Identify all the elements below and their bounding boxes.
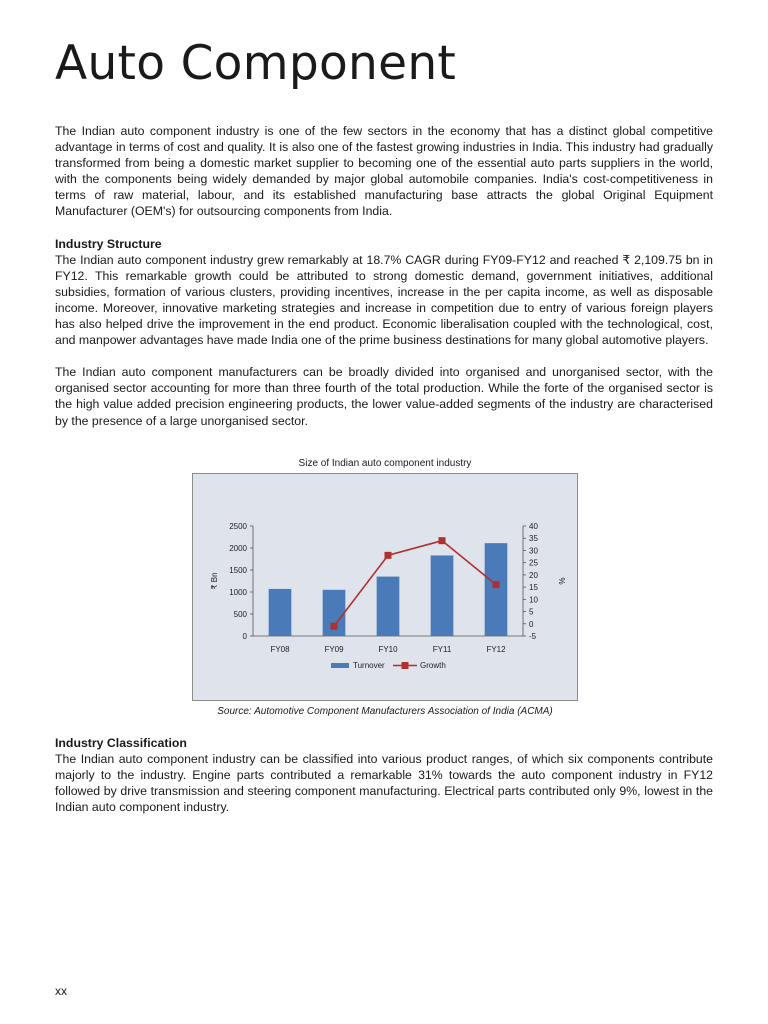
y-tick-label-right: 0 xyxy=(529,619,534,629)
bar-turnover xyxy=(485,543,508,636)
x-tick-label: FY09 xyxy=(324,645,344,654)
y-tick-label-left: 1000 xyxy=(229,588,247,597)
x-tick-label: FY08 xyxy=(270,645,290,654)
legend-label-turnover: Turnover xyxy=(353,661,385,670)
chart-source: Source: Automotive Component Manufacturers Association of India (ACMA) xyxy=(217,706,553,717)
bar-turnover xyxy=(431,555,454,636)
y-tick-label-right: -5 xyxy=(529,632,537,641)
y-tick-label-right: 25 xyxy=(529,558,538,568)
chart xyxy=(190,455,580,701)
classification-section xyxy=(55,735,713,815)
y-tick-label-left: 500 xyxy=(233,610,247,619)
x-tick-label: FY11 xyxy=(432,645,452,654)
structure-paragraph-2: The Indian auto component manufacturers can be broadly divided into organised and unorganised sector, with the organised sector accounting for more than three fourth of the total production. While the forte of the organised sector is the high value added precision engineering products, the lower value-added segments of the industry are characterised by the presence of a large unorganised sector. xyxy=(55,365,713,428)
chart-frame xyxy=(192,473,578,701)
y-tick-label-right: 15 xyxy=(529,583,538,593)
point-growth xyxy=(385,552,392,559)
structure-paragraph-1: The Indian auto component industry grew remarkably at 18.7% CAGR during FY09-FY12 and reached ₹ 2,109.75 bn in FY12. This remarkable growth could be attributed to strong domestic demand, government initiatives, additional subsidies, formation of various clusters, providing incentives, increase in the per capita income, as well as disposable income. Moreover, innovative marketing strategies and increase in competition due to entry of various foreign players has also helped drive the improvement in the end product. Economic liberalisation coupled with the technological, cost, and manpower advantages have made India one of the prime business destinations for many global automotive players. xyxy=(55,252,713,348)
x-tick-label: FY12 xyxy=(486,645,506,654)
y-tick-label-right: 35 xyxy=(529,534,538,544)
y-tick-label-right: 20 xyxy=(529,570,538,580)
y-axis-label-right: % xyxy=(557,577,566,585)
structure-heading: Industry Structure xyxy=(55,236,162,251)
classification-heading: Industry Classification xyxy=(55,736,187,750)
page-number: xx xyxy=(55,984,67,998)
chart-title: Size of Indian auto component industry xyxy=(298,458,472,469)
y-tick-label-right: 10 xyxy=(529,595,538,605)
line-growth xyxy=(334,541,496,627)
y-tick-label-left: 0 xyxy=(242,632,247,641)
y-tick-label-right: 5 xyxy=(529,607,534,617)
legend-swatch-growth xyxy=(402,662,409,669)
main-content xyxy=(55,123,713,429)
y-tick-label-left: 1500 xyxy=(229,566,247,575)
x-tick-label: FY10 xyxy=(378,645,398,654)
classification-paragraph: The Indian auto component industry can be classified into various product ranges, of which six components contribute majorly to the industry. Engine parts contributed a remarkable 31% towards the auto component industry in FY12 followed by drive transmission and steering component manufacturing. Electrical parts contributed only 9%, lowest in the Indian auto component industry. xyxy=(55,752,713,815)
bar-turnover xyxy=(269,589,292,636)
bar-turnover xyxy=(377,577,400,636)
chart-svg xyxy=(193,474,577,700)
point-growth xyxy=(439,537,446,544)
intro-paragraph: The Indian auto component industry is one of the few sectors in the economy that has a distinct global competitive advantage in terms of cost and quality. It is also one of the fastest growing industries in India. This industry had gradually transformed from being a domestic market supplier to becoming one of the essential auto parts suppliers in the world, with the components being widely demanded by major global automobile companies. India's cost-competitiveness in terms of raw material, labour, and its established manufacturing base attracts the global Original Equipment Manufacturer (OEM's) for outsourcing components from India. xyxy=(55,124,713,219)
y-tick-label-right: 30 xyxy=(529,546,538,556)
y-axis-label-left: ₹ Bn xyxy=(210,572,219,590)
y-tick-label-left: 2500 xyxy=(229,522,247,531)
y-tick-label-left: 2000 xyxy=(229,544,247,553)
legend-swatch-turnover xyxy=(331,663,349,668)
point-growth xyxy=(331,623,338,630)
point-growth xyxy=(493,581,500,588)
y-tick-label-right: 40 xyxy=(529,522,538,531)
page-title: Auto Component xyxy=(55,36,457,91)
legend-label-growth: Growth xyxy=(420,661,446,670)
